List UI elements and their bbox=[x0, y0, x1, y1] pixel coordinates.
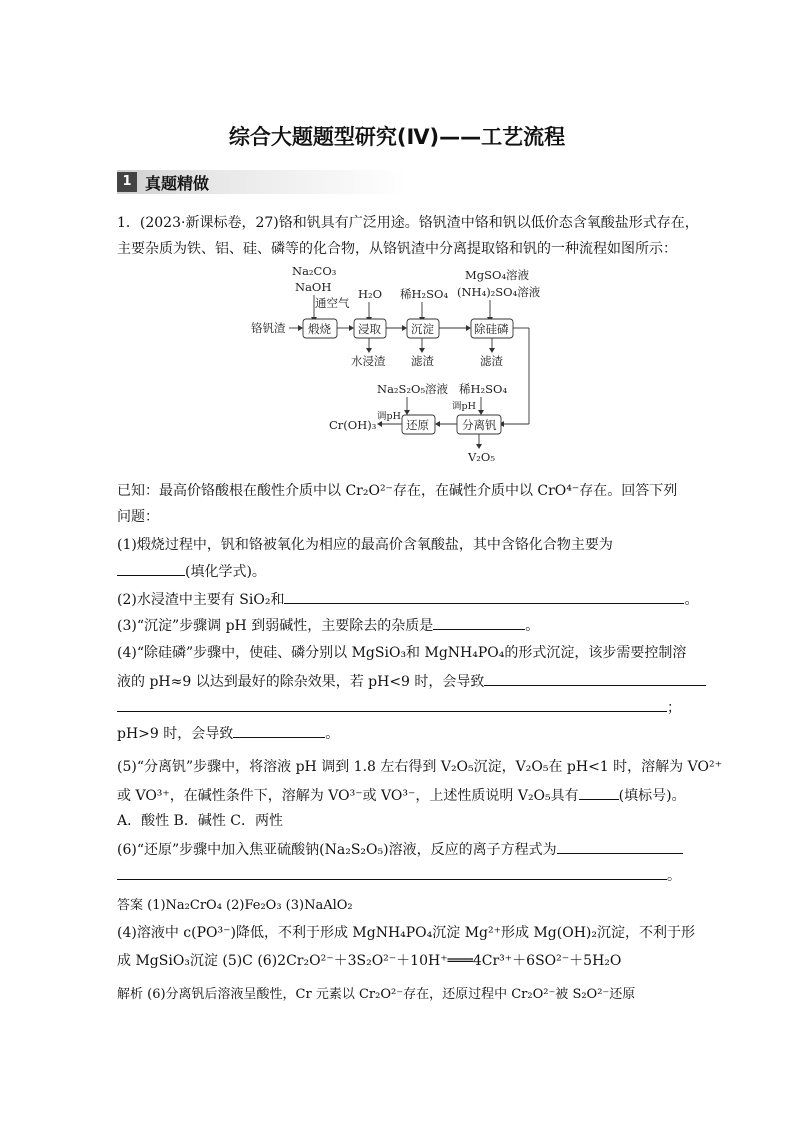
flow-h2so4-top: 稀H₂SO₄ bbox=[400, 287, 449, 301]
flow-filter-residue-2: 滤渣 bbox=[480, 354, 503, 368]
flow-start: 铬钒渣 bbox=[251, 321, 286, 335]
flow-water-reagent: H₂O bbox=[358, 287, 383, 301]
flow-step-reduce-label: 还原 bbox=[406, 418, 429, 432]
q6-line-2 bbox=[117, 864, 681, 885]
q1-line-1: (1)煅烧过程中，钒和铬被氧化为相应的最高价含氧酸盐，其中含铬化合物主要为 bbox=[117, 537, 613, 553]
flow-step-remove-sip-label: 除硅磷 bbox=[474, 322, 509, 336]
flow-adjust-ph-1: 调pH bbox=[377, 411, 401, 422]
q4-line-1: (4)“除硅磷”步骤中，使硅、磷分别以 MgSiO₃和 MgNH₄PO₄的形式沉淀，该步需要控制溶 bbox=[117, 645, 687, 661]
flow-step-calcine-label: 煅烧 bbox=[308, 322, 331, 336]
q1-line-2 bbox=[117, 560, 677, 581]
section-label: 真题精做 bbox=[145, 174, 210, 193]
flow-v2o5: V₂O₅ bbox=[468, 450, 495, 464]
answer-line-1: 答案 (1)Na₂CrO₄ (2)Fe₂O₃ (3)NaAlO₂ bbox=[117, 898, 353, 913]
q4-answer-blank-1[interactable] bbox=[484, 670, 706, 686]
known-line-2: 问题： bbox=[117, 509, 159, 525]
q5-suffix: (填标号)。 bbox=[618, 788, 686, 804]
q1-suffix: (填化学式)。 bbox=[185, 564, 266, 580]
flow-adjust-ph-2: 调pH bbox=[452, 401, 476, 412]
q5-line-1: (5)“分离钒”步骤中，将溶液 pH 调到 1.8 左右得到 V₂O₅沉淀，V₂O₅在 pH<1 时，溶解为 VO²⁺ bbox=[117, 759, 722, 775]
q3-line bbox=[117, 614, 677, 635]
flow-water-residue: 水浸渣 bbox=[351, 354, 386, 368]
q6-answer-blank-cont[interactable] bbox=[117, 864, 667, 880]
flow-mgso4: MgSO₄溶液 bbox=[465, 268, 530, 282]
q4-answer-blank-1-cont[interactable] bbox=[117, 696, 667, 712]
flow-na2s2o5: Na₂S₂O₅溶液 bbox=[377, 382, 449, 396]
q4-line-4 bbox=[117, 722, 677, 743]
answer-line-3: 成 MgSiO₃沉淀 (5)C (6)2Cr₂O²⁻＋3S₂O²⁻＋10H⁺═══4Cr³⁺＋6SO²⁻＋5H₂O bbox=[117, 953, 622, 969]
q2-end: 。 bbox=[684, 592, 699, 608]
answer-line-2: (4)溶液中 c(PO³⁻)降低，不利于形成 MgNH₄PO₄沉淀 Mg²⁺形成 Mg(OH)₂沉淀，不利于形 bbox=[117, 925, 695, 941]
process-flowchart bbox=[247, 263, 547, 465]
q4-semicolon: ； bbox=[667, 700, 681, 716]
flow-reagent-naoh: NaOH bbox=[295, 280, 332, 294]
section-header bbox=[117, 170, 407, 194]
flow-step-precip-label: 沉淀 bbox=[411, 322, 434, 336]
q4-line-2 bbox=[117, 670, 677, 691]
analysis-line: 解析 (6)分离钒后溶液呈酸性，Cr 元素以 Cr₂O²⁻存在，还原过程中 Cr₂O²⁻被 S₂O²⁻还原 bbox=[117, 987, 636, 1002]
page-title: 综合大题题型研究(Ⅳ)——工艺流程 bbox=[228, 125, 566, 149]
q2-line bbox=[117, 588, 699, 609]
q6-line-1 bbox=[117, 838, 677, 859]
q2-answer-blank[interactable] bbox=[284, 588, 684, 604]
q5-text-2: 或 VO³⁺，在碱性条件下，溶解为 VO³⁻或 VO³⁻，上述性质说明 V₂O₅具有 bbox=[117, 788, 579, 804]
q3-end: 。 bbox=[525, 618, 540, 634]
section-number-badge: 1 bbox=[117, 172, 137, 192]
flow-h2so4-bottom: 稀H₂SO₄ bbox=[459, 382, 508, 396]
flow-filter-residue-1: 滤渣 bbox=[411, 354, 434, 368]
q5-options: A．酸性 B．碱性 C．两性 bbox=[117, 813, 284, 829]
q6-answer-blank[interactable] bbox=[557, 838, 683, 854]
q5-line-2 bbox=[117, 784, 686, 805]
q6-text: (6)“还原”步骤中加入焦亚硫酸钠(Na₂S₂O₅)溶液，反应的离子方程式为 bbox=[117, 842, 557, 858]
flow-step-separate-v-label: 分离钒 bbox=[462, 418, 497, 432]
q6-end: 。 bbox=[667, 868, 681, 884]
q4-text-4: pH>9 时，会导致 bbox=[117, 726, 234, 742]
flow-air: 通空气 bbox=[315, 296, 350, 310]
flow-croh3: Cr(OH)₃ bbox=[329, 418, 377, 432]
q4-answer-blank-2[interactable] bbox=[233, 722, 325, 738]
q5-answer-blank[interactable] bbox=[579, 784, 619, 800]
flow-nh4so4: (NH₄)₂SO₄溶液 bbox=[457, 285, 541, 299]
q3-text: (3)“沉淀”步骤调 pH 到弱碱性，主要除去的杂质是 bbox=[117, 618, 434, 634]
flow-reagent-na2co3: Na₂CO₃ bbox=[292, 264, 337, 278]
q2-text: (2)水浸渣中主要有 SiO₂和 bbox=[117, 592, 285, 608]
question-intro-line-2: 主要杂质为铁、铝、硅、磷等的化合物，从铬钒渣中分离提取铬和钒的一种流程如图所示： bbox=[117, 241, 677, 257]
q1-answer-blank[interactable] bbox=[117, 560, 185, 576]
flow-step-leach-label: 浸取 bbox=[358, 322, 381, 336]
known-line-1: 已知：最高价铬酸根在酸性介质中以 Cr₂O²⁻存在，在碱性介质中以 CrO⁴⁻存在。回答下列 bbox=[117, 483, 678, 499]
q4-end: 。 bbox=[325, 726, 340, 742]
q4-text-2: 液的 pH≈9 以达到最好的除杂效果，若 pH<9 时，会导致 bbox=[117, 674, 485, 690]
q3-answer-blank[interactable] bbox=[433, 614, 525, 630]
q4-line-3 bbox=[117, 696, 681, 717]
question-intro-line-1: 1．(2023·新课标卷，27)铬和钒具有广泛用途。铬钒渣中铬和钒以低价态含氧酸盐形式存在， bbox=[117, 215, 699, 231]
